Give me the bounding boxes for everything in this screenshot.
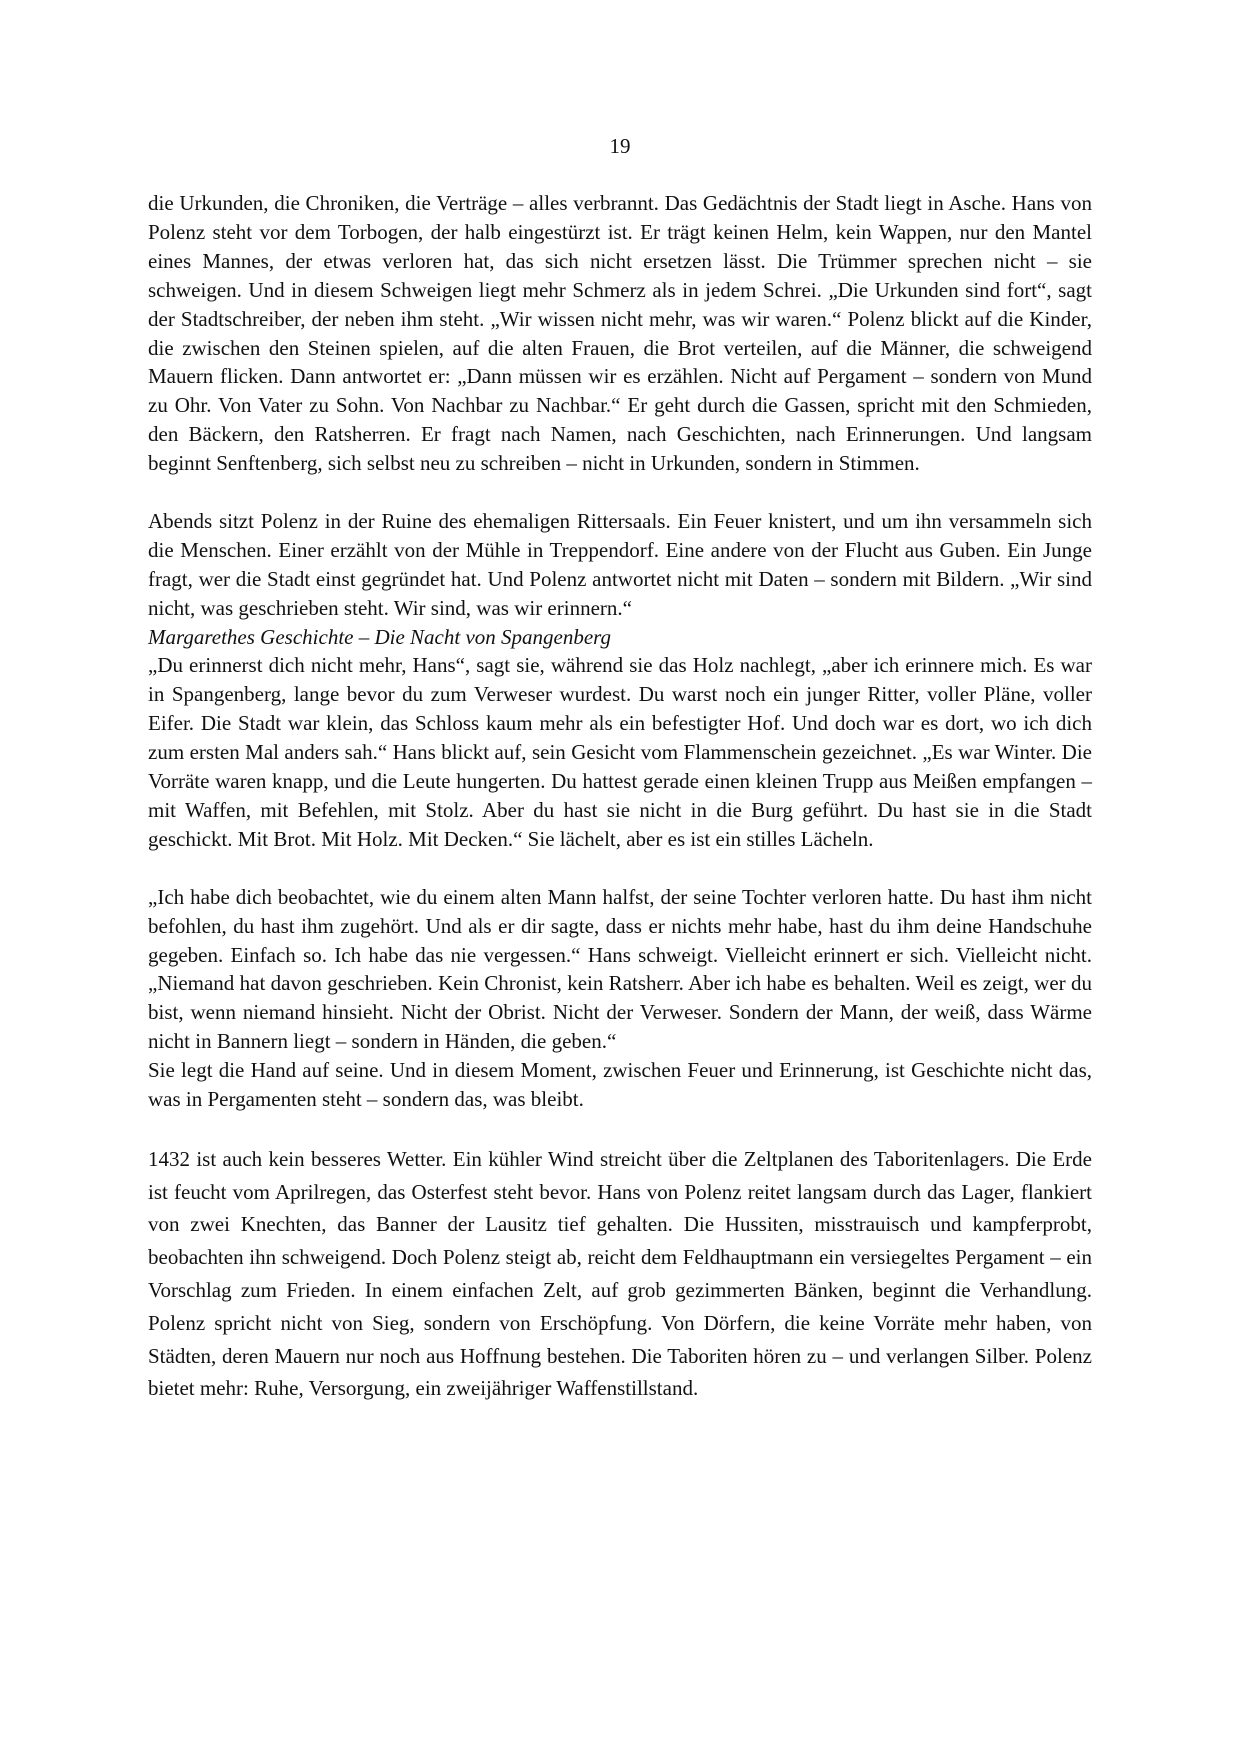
page-number: 19 bbox=[609, 134, 631, 158]
paragraph-margarethe-3: Sie legt die Hand auf seine. Und in diesem Moment, zwischen Feuer und Erinnerung, ist Geschichte nicht das, was in Pergamenten steht – sondern das, was bleibt. bbox=[148, 1058, 1092, 1112]
paragraph-margarethe-1: „Du erinnerst dich nicht mehr, Hans“, sagt sie, während sie das Holz nachlegt, „aber ich erinnere mich. Es war in Spangenberg, lange bevor du zum Verweser wurdest. Du warst noch ein junger Ritter, voller Pläne, voller Eifer. Die Stadt war klein, das Schloss kaum mehr als ein befestigter Hof. Und doch war es dort, wo ich dich zum ersten Mal anders sah.“ Hans blickt auf, sein Gesicht vom Flammenschein gezeichnet. „Es war Winter. Die Vorräte waren knapp, und die Leute hungerten. Du hattest gerade einen kleinen Trupp aus Meißen empfangen – mit Waffen, mit Befehlen, mit Stolz. Aber du hast sie nicht in die Burg geführt. Du hast sie in die Stadt geschickt. Mit Brot. Mit Holz. Mit Decken.“ Sie lächelt, aber es ist ein stilles Lächeln. bbox=[148, 653, 1092, 851]
section-heading: Margarethes Geschichte – Die Nacht von Spangenberg bbox=[148, 624, 612, 649]
paragraph-1432: 1432 ist auch kein besseres Wetter. Ein kühler Wind streicht über die Zeltplanen des Taboritenlagers. Die Erde ist feucht vom Aprilregen, das Osterfest steht bevor. Hans von Polenz reitet langsam durch das Lager, flankiert von zwei Knechten, das Banner der Lausitz tief gehalten. Die Hussiten, misstrauisch und kampferprobt, beobachten ihn schweigend. Doch Polenz steigt ab, reicht dem Feldhauptmann ein versiegeltes Pergament – ein Vorschlag zum Frieden. In einem einfachen Zelt, auf grob gezimmerten Bänken, beginnt die Verhandlung. Polenz spricht nicht von Sieg, sondern von Erschöpfung. Von Dörfern, die keine Vorräte mehr haben, von Städten, deren Mauern nur noch aus Hoffnung bestehen. Die Taboriten hören zu – und verlangen Silber. Polenz bietet mehr: Ruhe, Versorgung, ein zweijähriger Waffenstillstand. bbox=[148, 1146, 1092, 1401]
paragraph-margarethe-2: „Ich habe dich beobachtet, wie du einem alten Mann halfst, der seine Tochter verloren hatte. Du hast ihm nicht befohlen, du hast ihm zugehört. Und als er dir sagte, dass er nichts mehr habe, hast du ihm deine Handschuhe gegeben. Einfach so. Ich habe das nie vergessen.“ Hans schweigt. Vielleicht erinnert er sich. Vielleicht nicht. „Niemand hat davon geschrieben. Kein Chronist, kein Ratsherr. Aber ich habe es behalten. Weil es zeigt, wer du bist, wenn niemand hinsieht. Nicht der Obrist. Nicht der Verweser. Sondern der Mann, der weiß, dass Wärme nicht in Bannern liegt – sondern in Händen, die geben.“ bbox=[148, 884, 1092, 1054]
body-text bbox=[148, 189, 1092, 1405]
paragraph-rittersaal: Abends sitzt Polenz in der Ruine des ehemaligen Rittersaals. Ein Feuer knistert, und um ihn versammeln sich die Menschen. Einer erzählt von der Mühle in Treppendorf. Eine andere von der Flucht aus Guben. Ein Junge fragt, wer die Stadt einst gegründet hat. Und Polenz antwortet nicht mit Daten – sondern mit Bildern. „Wir sind nicht, was geschrieben steht. Wir sind, was wir erinnern.“ bbox=[148, 508, 1092, 620]
paragraph-ruins: die Urkunden, die Chroniken, die Verträge – alles verbrannt. Das Gedächtnis der Stadt liegt in Asche. Hans von Polenz steht vor dem Torbogen, der halb eingestürzt ist. Er trägt keinen Helm, kein Wappen, nur den Mantel eines Mannes, der etwas verloren hat, das sich nicht ersetzen lässt. Die Trümmer sprechen nicht – sie schweigen. Und in diesem Schweigen liegt mehr Schmerz als in jedem Schrei. „Die Urkunden sind fort“, sagt der Stadtschreiber, der neben ihm steht. „Wir wissen nicht mehr, was wir waren.“ Polenz blickt auf die Kinder, die zwischen den Steinen spielen, auf die alten Frauen, die Brot verteilen, auf die Männer, die schweigend Mauern flicken. Dann antwortet er: „Dann müssen wir es erzählen. Nicht auf Pergament – sondern von Mund zu Ohr. Von Vater zu Sohn. Von Nachbar zu Nachbar.“ Er geht durch die Gassen, spricht mit den Schmieden, den Bäckern, den Ratsherren. Er fragt nach Namen, nach Geschichten, nach Erinnerungen. Und langsam beginnt Senftenberg, sich selbst neu zu schreiben – nicht in Urkunden, sondern in Stimmen. bbox=[148, 191, 1092, 476]
